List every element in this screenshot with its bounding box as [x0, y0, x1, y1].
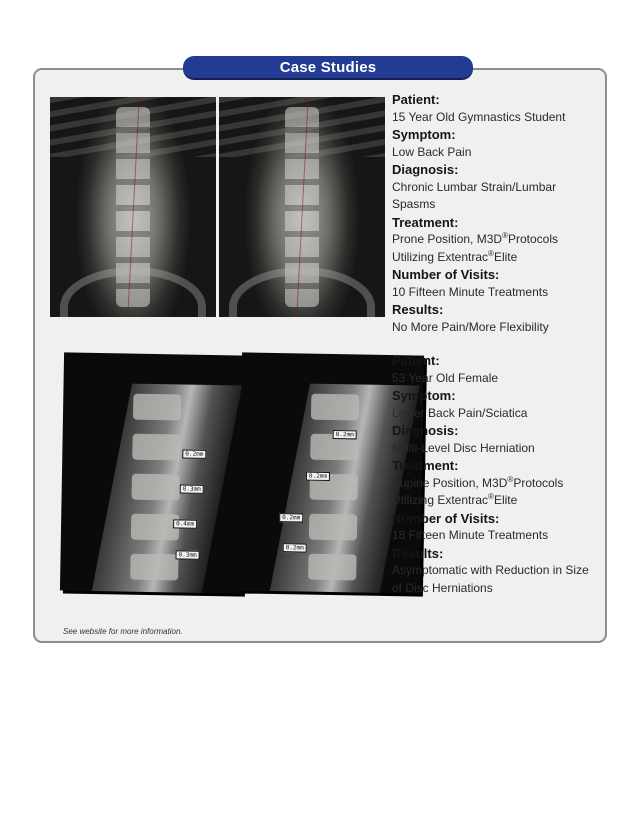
- xray-image-after: [219, 97, 385, 317]
- patient-value: 53 Year Old Female: [392, 370, 499, 385]
- treatment-heading: Treatment:: [392, 458, 459, 473]
- treatment-line-1: Supine Position, M3D®Protocols: [392, 474, 564, 490]
- results-heading: Results:: [392, 545, 444, 561]
- symptom-heading: Symptom:: [392, 127, 456, 142]
- mri-image-before: 0.2mm 0.3mm 0.4mm 0.3mm: [60, 352, 246, 593]
- visits-value: 10 Fifteen Minute Treatments: [392, 284, 549, 299]
- visits-heading: Number of Visits:: [392, 510, 500, 526]
- treatment-heading: Treatment:: [392, 214, 459, 230]
- case-study-1: [392, 91, 602, 336]
- diagnosis-value: Multi-Level Disc Herniation: [392, 440, 535, 455]
- mri-image-after: 0.2mm 0.2mm 0.2mm 0.2mm: [238, 352, 424, 593]
- visits-heading: Number of Visits:: [392, 267, 500, 282]
- results-value: Asymptomatic with Reduction in Size of Disc Herniations: [392, 563, 589, 595]
- symptom-heading: Symptom:: [392, 388, 456, 403]
- treatment-line-1: Prone Position, M3D®Protocols: [392, 231, 558, 246]
- diagnosis-value: Chronic Lumbar Strain/Lumbar Spasms: [392, 179, 557, 211]
- treatment-line-2: Utilizing Extentrac®Elite: [392, 248, 518, 264]
- symptom-value: Low Back Pain: [392, 144, 472, 159]
- case-studies-banner: Case Studies: [183, 56, 473, 80]
- symptom-value: Lower Back Pain/Sciatica: [392, 405, 528, 420]
- treatment-line-2: Utilizing Extentrac®Elite: [392, 492, 518, 507]
- case-study-2: [392, 352, 602, 597]
- results-value: No More Pain/More Flexibility: [392, 319, 549, 334]
- patient-heading: Patient:: [392, 92, 440, 107]
- footnote: See website for more information.: [63, 627, 183, 636]
- results-heading: Results:: [392, 302, 444, 317]
- visits-value: 18 Fifteen Minute Treatments: [392, 528, 549, 542]
- patient-heading: Patient:: [392, 353, 440, 368]
- xray-image-before: [50, 97, 216, 317]
- diagnosis-heading: Diagnosis:: [392, 423, 459, 438]
- patient-value: 15 Year Old Gymnastics Student: [392, 109, 566, 124]
- diagnosis-heading: Diagnosis:: [392, 162, 459, 177]
